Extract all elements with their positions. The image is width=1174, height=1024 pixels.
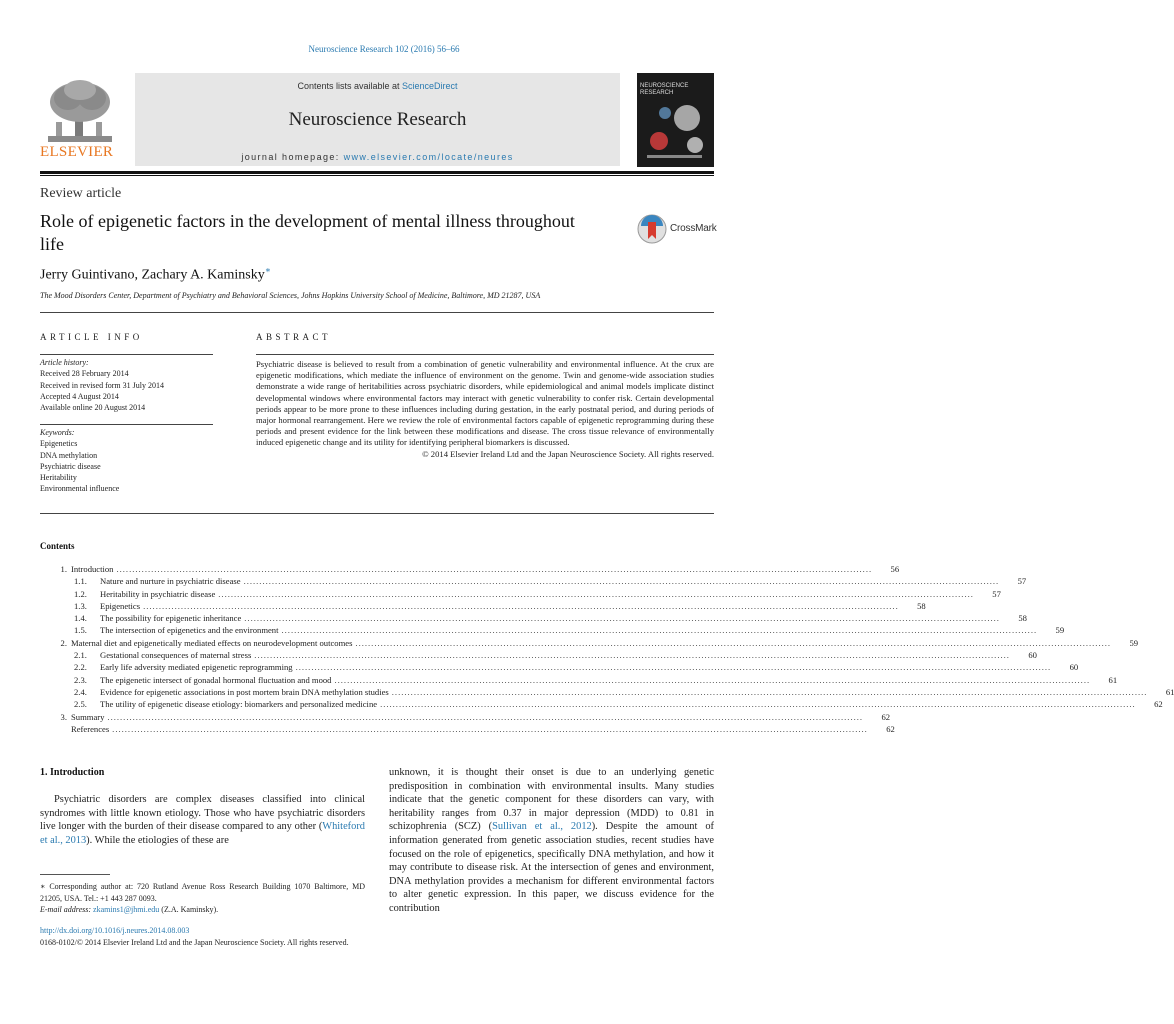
history-item: Accepted 4 August 2014 (40, 391, 119, 401)
toc-entry-title[interactable]: Early life adversity mediated epigenetic reprogramming (100, 662, 293, 673)
article-info-rule (40, 354, 213, 355)
toc-leader-dots: ................................................................................................................................................................................................................................................ (355, 637, 1112, 648)
toc-leader-dots: ................................................................................................................................................................................................................................................ (116, 564, 873, 574)
header-rule (40, 171, 714, 174)
toc-entry-page: 60 (1069, 662, 1079, 673)
toc-leader-dots: ................................................................................................................................................................................................................................................ (244, 613, 1000, 624)
toc-entry-title[interactable]: The intersection of epigenetics and the environment (100, 625, 279, 636)
journal-cover-image[interactable] (637, 73, 714, 167)
toc-entry[interactable] (40, 649, 1037, 661)
elsevier-logo[interactable] (40, 74, 120, 166)
toc-entry[interactable] (40, 698, 1163, 710)
article-history (40, 357, 215, 413)
toc-entry-title[interactable]: Nature and nurture in psychiatric disease (100, 576, 241, 587)
corresponding-author-footnote (40, 881, 365, 916)
keyword-item: Psychiatric disease (40, 461, 101, 471)
keywords-label: Keywords: (40, 428, 75, 437)
table-of-contents (40, 563, 1174, 735)
corresponding-author-text: ∗ Corresponding author at: 720 Rutland Avenue Ross Research Building 1070 Baltimore, MD 21205, USA. Tel.: +1 443 287 0093. (40, 882, 365, 903)
article-type: Review article (40, 186, 122, 201)
toc-entry[interactable] (40, 600, 926, 612)
history-item: Received 28 February 2014 (40, 369, 129, 379)
toc-entry-title[interactable]: Summary (71, 711, 105, 722)
keyword-item: DNA methylation (40, 450, 98, 460)
toc-leader-dots: ................................................................................................................................................................................................................................................ (107, 711, 864, 722)
toc-entry-number: 1.3. (74, 600, 87, 611)
abstract-end-rule (40, 513, 714, 514)
toc-leader-dots: ................................................................................................................................................................................................................................................ (281, 625, 1038, 636)
toc-entry-number: 2.3. (74, 674, 87, 685)
contents-heading: Contents (40, 541, 75, 551)
header-rule-thin (40, 175, 714, 176)
crossmark-icon (637, 213, 667, 245)
toc-entry-number: 1.5. (74, 625, 87, 636)
contents-availability (135, 81, 620, 91)
article-info-heading: ARTICLE INFO (40, 332, 143, 342)
cover-art-icon (637, 73, 714, 167)
toc-entry-page: 57 (992, 588, 1001, 599)
toc-entry-title[interactable]: The possibility for epigenetic inheritance (100, 613, 242, 624)
toc-entry-page: 61 (1165, 686, 1174, 697)
toc-entry-number: 1.1. (74, 576, 87, 587)
email-label: E-mail address: (40, 905, 92, 914)
journal-name: Neuroscience Research (288, 109, 467, 130)
toc-entry[interactable] (40, 612, 1027, 624)
toc-entry-title[interactable]: References (71, 723, 110, 734)
abstract-copyright: © 2014 Elsevier Ireland Ltd and the Japan Neuroscience Society. All rights reserved. (422, 448, 714, 459)
toc-entry-number: 1. (60, 564, 67, 574)
toc-leader-dots: ................................................................................................................................................................................................................................................ (243, 576, 1000, 587)
footnote-rule (40, 874, 110, 875)
cover-title: NEUROSCIENCE RESEARCH (640, 83, 689, 96)
toc-entry-number: 1.4. (74, 613, 87, 624)
abstract-heading: ABSTRACT (256, 332, 332, 342)
toc-entry[interactable] (40, 637, 1139, 649)
keyword-item: Environmental influence (40, 484, 120, 494)
introduction-paragraph-left: Psychiatric disorders are complex diseases classified into clinical syndromes with little known etiology. Those who have psychiatric disorders live longer with the burden of their disease compared to any other (Whiteford et al., 2013). While the etiologies of these are (40, 794, 365, 846)
toc-entry-page: 61 (1108, 674, 1118, 685)
affiliation-rule (40, 312, 714, 313)
toc-entry-page: 56 (890, 564, 900, 574)
journal-homepage (135, 152, 620, 162)
toc-entry-number: 3. (60, 711, 67, 722)
toc-entry[interactable] (40, 563, 900, 575)
toc-entry[interactable] (40, 624, 1065, 636)
toc-entry[interactable] (40, 711, 891, 723)
toc-entry-page: 62 (1154, 699, 1163, 710)
toc-entry[interactable] (40, 674, 1118, 686)
toc-leader-dots: ................................................................................................................................................................................................................................................ (218, 588, 974, 599)
issn-copyright: 0168-0102/© 2014 Elsevier Ireland Ltd and the Japan Neuroscience Society. All rights reserved. (40, 938, 349, 947)
toc-entry-number: 2.1. (74, 650, 87, 661)
email-suffix: (Z.A. Kaminsky). (161, 905, 219, 914)
contents-prefix: Contents lists available at (297, 81, 403, 91)
toc-entry-page: 57 (1017, 576, 1027, 587)
toc-entry[interactable] (40, 723, 895, 735)
keywords-rule (40, 424, 213, 425)
sciencedirect-link[interactable]: ScienceDirect (402, 81, 458, 91)
toc-leader-dots: ................................................................................................................................................................................................................................................ (380, 699, 1136, 710)
abstract-rule (256, 354, 714, 355)
citation-link[interactable]: Sullivan et al., 2012 (492, 821, 592, 833)
toc-entry-number: 2.4. (74, 686, 87, 697)
toc-entry-number: 2.2. (74, 662, 87, 673)
journal-citation[interactable]: Neuroscience Research 102 (2016) 56–66 (308, 44, 460, 54)
toc-entry-number: 2. (60, 637, 67, 648)
journal-masthead (135, 73, 620, 166)
toc-entry[interactable] (40, 661, 1079, 673)
keyword-item: Epigenetics (40, 439, 78, 449)
citation-link[interactable]: Whiteford et al., 2013 (40, 821, 365, 846)
toc-entry-page: 62 (886, 723, 895, 734)
toc-entry-page: 58 (917, 600, 926, 611)
toc-leader-dots: ................................................................................................................................................................................................................................................ (295, 662, 1052, 673)
homepage-prefix: journal homepage: (241, 152, 344, 162)
authors-names: Jerry Guintivano, Zachary A. Kaminsky (40, 267, 265, 283)
homepage-link[interactable]: www.elsevier.com/locate/neures (343, 152, 514, 162)
crossmark-label: CrossMark (670, 223, 717, 234)
toc-entry-page: 60 (1028, 650, 1037, 661)
toc-leader-dots: ................................................................................................................................................................................................................................................ (391, 686, 1148, 697)
toc-entry-title[interactable]: Heritability in psychiatric disease (100, 588, 216, 599)
keyword-item: Heritability (40, 473, 77, 483)
toc-entry-title[interactable]: The utility of epigenetic disease etiology: biomarkers and personalized medicine (100, 699, 378, 710)
crossmark-badge[interactable] (637, 213, 717, 245)
email-link[interactable]: zkamins1@jhmi.edu (93, 905, 160, 914)
toc-leader-dots: ................................................................................................................................................................................................................................................ (143, 600, 899, 611)
toc-entry-page: 59 (1055, 625, 1065, 636)
toc-entry-title[interactable]: Evidence for epigenetic associations in post mortem brain DNA methylation studies (100, 686, 389, 697)
toc-entry-page: 59 (1129, 637, 1139, 648)
toc-entry-title[interactable]: Gestational consequences of maternal stress (100, 650, 252, 661)
history-item: Available online 20 August 2014 (40, 403, 146, 413)
toc-entry-number: 2.5. (74, 699, 87, 710)
keywords-list (40, 427, 215, 495)
toc-leader-dots: ................................................................................................................................................................................................................................................ (112, 723, 868, 734)
toc-leader-dots: ................................................................................................................................................................................................................................................ (334, 674, 1091, 685)
abstract-text: Psychiatric disease is believed to result from a combination of genetic vulnerability and environmental influence. At the crux are epigenetic modifications, which mediate the influence of environment on the genome. Twin and genome-wide association studies demonstrate a wide range of heritabilities across psychiatric disorders, while epidemiological and animal models implicate distinct developmental windows where environmental factors may interact with genetic vulnerability to confer risk. Certain developmental periods appear to be more prone to these influences including during gestation, in the early postnatal period, and during periods of major hormonal rearrangement. Here we review the role of environmental factors capable of epigenetic reprogramming during these periods and present evidence for the link between these modifications and disease. The cross tissue relevance of environmentally induced epigenetic change and its utility for identifying peripheral biomarkers is discussed. (256, 359, 714, 448)
toc-entry[interactable] (40, 686, 1174, 698)
introduction-paragraph-right: unknown, it is thought their onset is due to an underlying genetic predisposition in combination with environmental insults. Many studies indicate that the genetic component for these disorders can vary, with heritability ranges from 0.37 in major depression (MDD) to 0.81 in schizophrenia (SCZ) (Sullivan et al., 2012). Despite the amount of information generated from genetic association studies, recent studies have focused on the role of epigenetics, specifically DNA methylation, and how it may contribute to disease risk. At the intersection of genes and environment, DNA methylation provides a mechanism for different environmental factors to alter genetic expression. In this paper, we discuss evidence for the contribution (389, 767, 714, 914)
history-item: Received in revised form 31 July 2014 (40, 380, 164, 390)
toc-entry[interactable] (40, 575, 1027, 587)
introduction-heading: 1. Introduction (40, 767, 105, 778)
publisher-name: ELSEVIER (40, 144, 114, 160)
toc-leader-dots: ................................................................................................................................................................................................................................................ (254, 650, 1010, 661)
article-title: Role of epigenetic factors in the development of mental illness throughout life (40, 211, 575, 254)
author-list (40, 265, 271, 284)
toc-entry-title[interactable]: The epigenetic intersect of gonadal hormonal fluctuation and mood (100, 674, 332, 685)
toc-entry-title[interactable]: Maternal diet and epigenetically mediated effects on neurodevelopment outcomes (71, 637, 353, 648)
toc-entry-number: 1.2. (74, 588, 87, 599)
toc-entry-title[interactable]: Epigenetics (100, 600, 141, 611)
author-affiliation: The Mood Disorders Center, Department of Psychiatry and Behavioral Sciences, Johns Hopkins University School of Medicine, Baltimore, MD 21287, USA (40, 291, 541, 300)
toc-entry[interactable] (40, 588, 1001, 600)
toc-entry-title[interactable]: Introduction (71, 564, 114, 574)
doi-link[interactable]: http://dx.doi.org/10.1016/j.neures.2014.08.003 (40, 926, 190, 935)
corresponding-author-mark[interactable]: ∗ (264, 265, 271, 275)
elsevier-tree-icon (42, 78, 118, 144)
toc-entry-page: 62 (881, 711, 891, 722)
abstract-body (256, 359, 714, 460)
history-label: Article history: (40, 358, 89, 367)
toc-entry-page: 58 (1018, 613, 1027, 624)
